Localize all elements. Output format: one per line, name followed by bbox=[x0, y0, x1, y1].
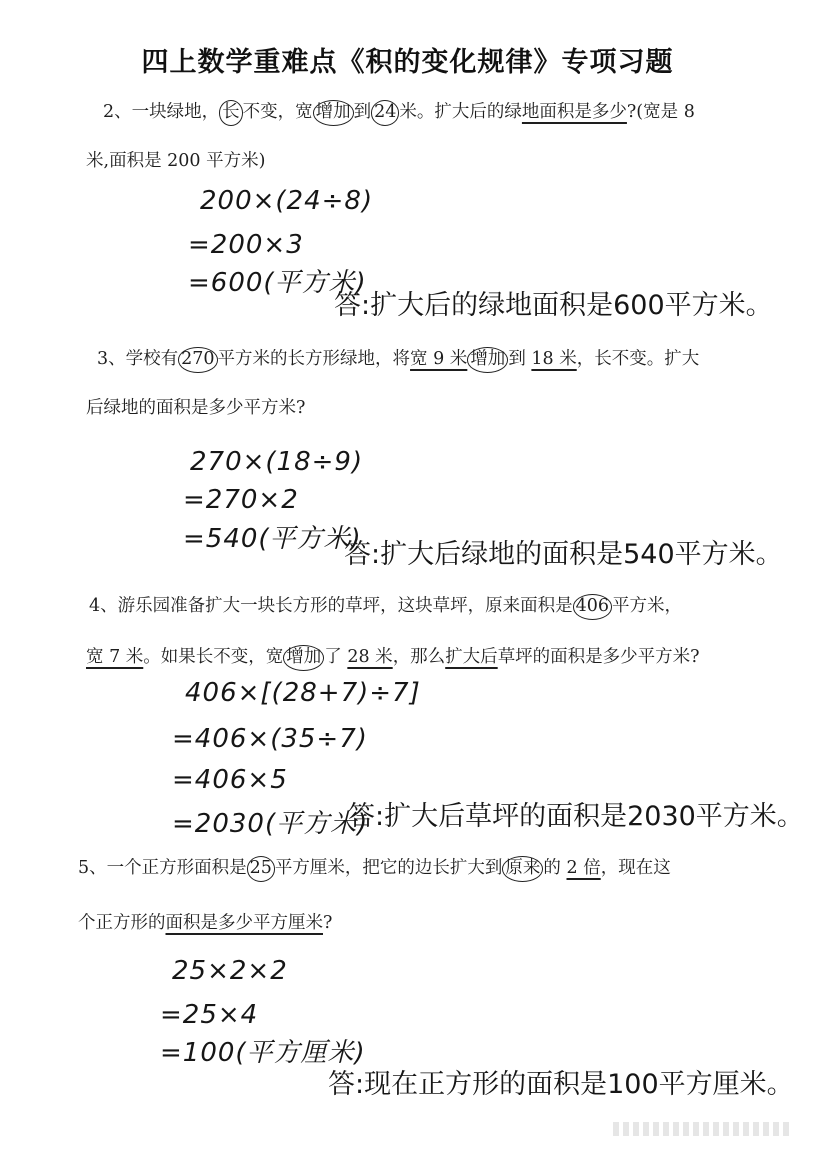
q5-answer: 答:现在正方形的面积是100平方厘米。 bbox=[328, 1069, 794, 1100]
q4-underline-expanded: 扩大后 bbox=[445, 647, 498, 667]
q4-circled-406: 406 bbox=[573, 594, 612, 620]
q5-text: 个正方形的 bbox=[78, 913, 166, 933]
q4-line2 bbox=[86, 649, 700, 667]
q2-calc-step: =600(平方米) bbox=[188, 268, 367, 298]
q2-circled-24: 24 bbox=[371, 100, 399, 126]
q4-text: 了 bbox=[324, 647, 348, 667]
q5-text: 平方厘米，把它的边长扩大到 bbox=[274, 858, 503, 878]
page-title: 四上数学重难点《积的变化规律》专项习题 bbox=[141, 47, 674, 78]
q4-underline-width: 宽 7 米 bbox=[86, 647, 144, 667]
q3-calc-step: =270×2 bbox=[183, 485, 299, 515]
q4-calc-step: =406×(35÷7) bbox=[172, 724, 368, 754]
q2-text: 到 bbox=[353, 102, 372, 122]
q3-underline-18: 18 米 bbox=[531, 349, 577, 369]
q3-line1 bbox=[97, 351, 699, 369]
q4-text: 4、游乐园准备扩大一块长方形的草坪，这块草坪，原来面积是 bbox=[89, 596, 573, 616]
q5-calc-step: =100(平方厘米) bbox=[160, 1038, 366, 1068]
q4-underline-28: 28 米 bbox=[347, 647, 393, 667]
q2-text: 不变，宽 bbox=[242, 102, 313, 122]
q5-text: 的 bbox=[543, 858, 567, 878]
q5-calc-step: =25×4 bbox=[160, 1000, 259, 1030]
q5-line1 bbox=[78, 860, 671, 878]
q4-line1 bbox=[89, 598, 682, 616]
q4-calc-step: 406×[(28+7)÷7] bbox=[185, 678, 421, 708]
q5-text: ，现在这 bbox=[600, 858, 671, 878]
q2-circled-long: 长 bbox=[219, 100, 243, 126]
q3-text: 平方米的长方形绿地，将 bbox=[217, 349, 411, 369]
q3-underline-width: 宽 9 米 bbox=[410, 349, 468, 369]
q4-text: 平方米， bbox=[612, 596, 683, 616]
q2-answer: 答:扩大后的绿地面积是600平方米。 bbox=[334, 290, 773, 321]
q2-text: 米。扩大后的绿 bbox=[399, 102, 522, 122]
q3-answer: 答:扩大后绿地的面积是540平方米。 bbox=[344, 539, 783, 570]
q2-calc-step: =200×3 bbox=[188, 230, 304, 260]
q3-line2: 后绿地的面积是多少平方米? bbox=[86, 398, 306, 418]
q2-line2: 米,面积是 200 平方米) bbox=[86, 151, 266, 171]
q5-calc-step: 25×2×2 bbox=[172, 956, 288, 986]
q5-circled-25: 25 bbox=[247, 856, 275, 882]
q3-circled-270: 270 bbox=[178, 347, 217, 373]
q4-circled-increase: 增加 bbox=[283, 645, 324, 671]
q3-calc-step: =540(平方米) bbox=[183, 524, 362, 554]
q2-text: ?(宽是 8 bbox=[626, 102, 695, 122]
q2-calc-step: 200×(24÷8) bbox=[200, 186, 374, 216]
q4-text: 草坪的面积是多少平方米? bbox=[497, 647, 700, 667]
q2-underline-area: 地面积是多少 bbox=[521, 102, 627, 122]
q4-calc-step: =406×5 bbox=[172, 765, 288, 795]
q5-underline-area: 面积是多少平方厘米 bbox=[165, 913, 323, 933]
q2-circled-increase: 增加 bbox=[313, 100, 354, 126]
q4-calc-step: =2030(平方米) bbox=[172, 809, 369, 839]
q3-calc-step: 270×(18÷9) bbox=[190, 447, 364, 477]
q4-answer: 答:扩大后草坪的面积是2030平方米。 bbox=[348, 801, 804, 832]
q2-line1 bbox=[103, 104, 695, 122]
q5-text: ? bbox=[323, 913, 333, 933]
watermark-strip bbox=[613, 1122, 793, 1136]
q5-text: 5、一个正方形面积是 bbox=[78, 858, 247, 878]
q5-line2 bbox=[78, 915, 332, 933]
q5-circled-original: 原来 bbox=[502, 856, 543, 882]
q4-text: 。如果长不变，宽 bbox=[143, 647, 284, 667]
q3-text: 到 bbox=[508, 349, 532, 369]
q3-text: ，长不变。扩大 bbox=[576, 349, 700, 369]
q5-underline-2x: 2 倍 bbox=[566, 858, 601, 878]
q2-text: 2、一块绿地， bbox=[103, 102, 220, 122]
q4-text: ，那么 bbox=[392, 647, 446, 667]
q3-text: 3、学校有 bbox=[97, 349, 179, 369]
q3-circled-increase: 增加 bbox=[467, 347, 508, 373]
